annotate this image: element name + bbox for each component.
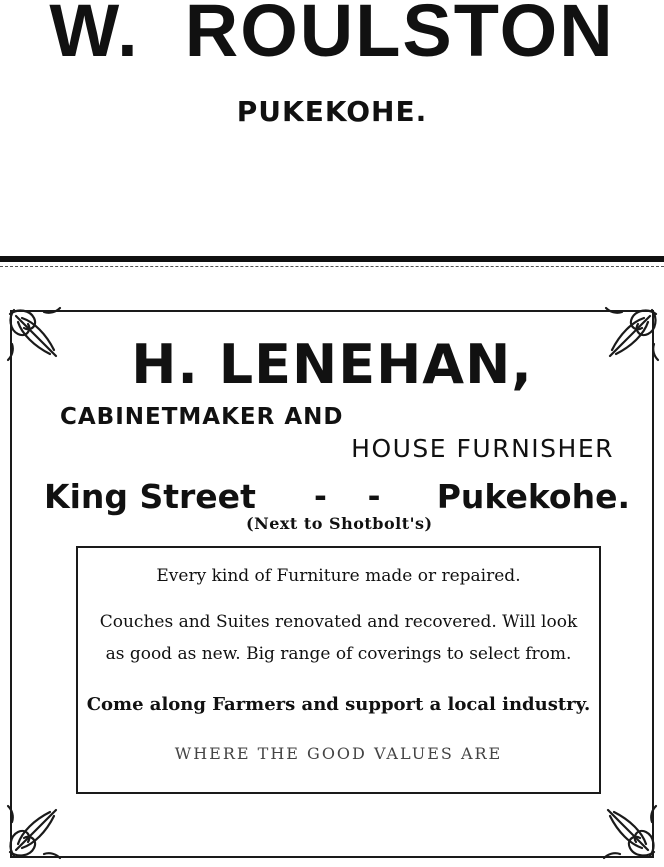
divider-rule-thin	[0, 266, 664, 267]
services-line-2: Couches and Suites renovated and recovered. Will look	[99, 612, 578, 632]
flourish-corner-icon	[4, 800, 66, 862]
services-line-1: Every kind of Furniture made or repaired.	[156, 566, 521, 586]
street-name: King Street	[44, 477, 256, 516]
trade-line-1: CABINETMAKER AND	[60, 404, 344, 430]
tagline: WHERE THE GOOD VALUES ARE	[174, 744, 503, 763]
location-note: (Next to Shotbolt's)	[246, 514, 433, 533]
lenehan-name: H. LENEHAN,	[131, 333, 533, 396]
address-separator: - -	[314, 479, 381, 515]
roulston-name: W. ROULSTON	[49, 0, 615, 72]
flourish-corner-icon	[598, 800, 660, 862]
slogan-line: Come along Farmers and support a local industry.	[86, 694, 591, 715]
services-line-3: as good as new. Big range of coverings to select from.	[105, 644, 572, 664]
divider-rule	[0, 256, 664, 262]
trade-line-2: HOUSE FURNISHER	[351, 434, 614, 463]
town-name: Pukekohe.	[436, 477, 630, 516]
roulston-town: PUKEKOHE.	[236, 95, 428, 128]
